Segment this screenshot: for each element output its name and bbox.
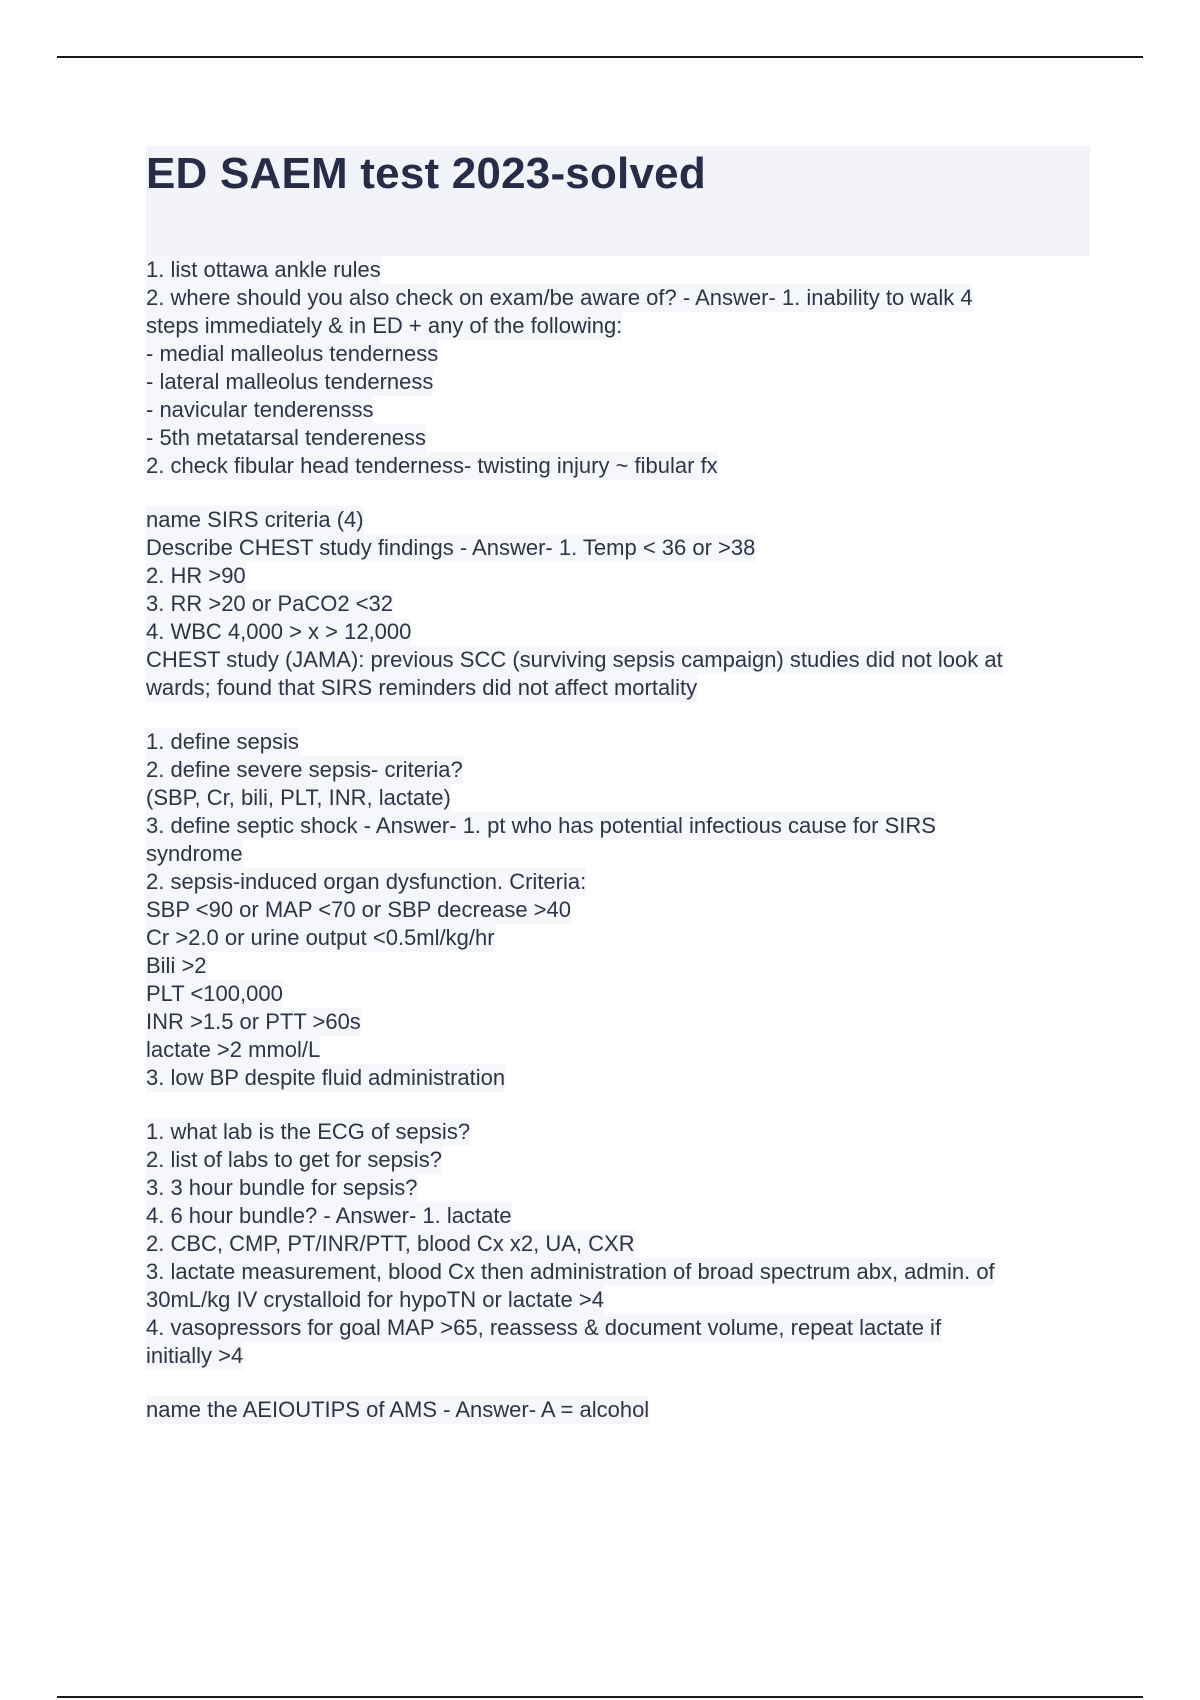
text-line: 2. CBC, CMP, PT/INR/PTT, blood Cx x2, UA, CXR: [146, 1231, 635, 1256]
text-line: Bili >2: [146, 953, 207, 978]
text-line: 3. RR >20 or PaCO2 <32: [146, 591, 394, 616]
document-body: [146, 146, 1090, 1450]
text-line: - medial malleolus tenderness: [146, 341, 439, 366]
text-line: 2. where should you also check on exam/be aware of? - Answer- 1. inability to walk 4: [146, 285, 973, 310]
text-line: name the AEIOUTIPS of AMS - Answer- A = alcohol: [146, 1397, 650, 1422]
text-line: 2. define severe sepsis- criteria?: [146, 757, 463, 782]
text-line: - navicular tenderensss: [146, 397, 374, 422]
top-rule: [57, 56, 1143, 58]
text-line: 3. low BP despite fluid administration: [146, 1065, 506, 1090]
text-line: (SBP, Cr, bili, PLT, INR, lactate): [146, 785, 451, 810]
qa-block: [146, 256, 1090, 480]
text-line: syndrome: [146, 841, 243, 866]
text-line: Describe CHEST study findings - Answer- 1. Temp < 36 or >38: [146, 535, 756, 560]
text-line: 2. list of labs to get for sepsis?: [146, 1147, 442, 1172]
text-line: name SIRS criteria (4): [146, 507, 364, 532]
text-line: lactate >2 mmol/L: [146, 1037, 321, 1062]
text-line: wards; found that SIRS reminders did not affect mortality: [146, 675, 698, 700]
text-line: 2. HR >90: [146, 563, 246, 588]
qa-block: [146, 728, 1090, 1092]
text-line: 4. 6 hour bundle? - Answer- 1. lactate: [146, 1203, 512, 1228]
text-line: 1. what lab is the ECG of sepsis?: [146, 1119, 471, 1144]
text-line: steps immediately & in ED + any of the following:: [146, 313, 623, 338]
text-line: - lateral malleolus tenderness: [146, 369, 434, 394]
text-line: 3. lactate measurement, blood Cx then administration of broad spectrum abx, admin. of: [146, 1259, 995, 1284]
document-title: ED SAEM test 2023-solved: [146, 149, 706, 198]
text-line: 4. vasopressors for goal MAP >65, reassess & document volume, repeat lactate if: [146, 1315, 942, 1340]
title-band: [146, 146, 1090, 256]
text-line: 3. 3 hour bundle for sepsis?: [146, 1175, 418, 1200]
text-line: 2. check fibular head tenderness- twisting injury ~ fibular fx: [146, 453, 718, 478]
text-line: - 5th metatarsal tendereness: [146, 425, 427, 450]
text-line: 30mL/kg IV crystalloid for hypoTN or lactate >4: [146, 1287, 604, 1312]
text-line: 1. define sepsis: [146, 729, 299, 754]
text-line: PLT <100,000: [146, 981, 283, 1006]
text-line: initially >4: [146, 1343, 244, 1368]
text-line: CHEST study (JAMA): previous SCC (surviving sepsis campaign) studies did not look at: [146, 647, 1003, 672]
qa-block: [146, 1118, 1090, 1370]
qa-block: [146, 1396, 1090, 1424]
text-line: 3. define septic shock - Answer- 1. pt who has potential infectious cause for SIRS: [146, 813, 936, 838]
text-line: SBP <90 or MAP <70 or SBP decrease >40: [146, 897, 572, 922]
text-line: 1. list ottawa ankle rules: [146, 257, 381, 282]
text-line: INR >1.5 or PTT >60s: [146, 1009, 361, 1034]
qa-block: [146, 506, 1090, 702]
qa-list: [146, 256, 1090, 1424]
bottom-rule: [57, 1696, 1143, 1698]
text-line: Cr >2.0 or urine output <0.5ml/kg/hr: [146, 925, 495, 950]
text-line: 4. WBC 4,000 > x > 12,000: [146, 619, 412, 644]
text-line: 2. sepsis-induced organ dysfunction. Criteria:: [146, 869, 587, 894]
